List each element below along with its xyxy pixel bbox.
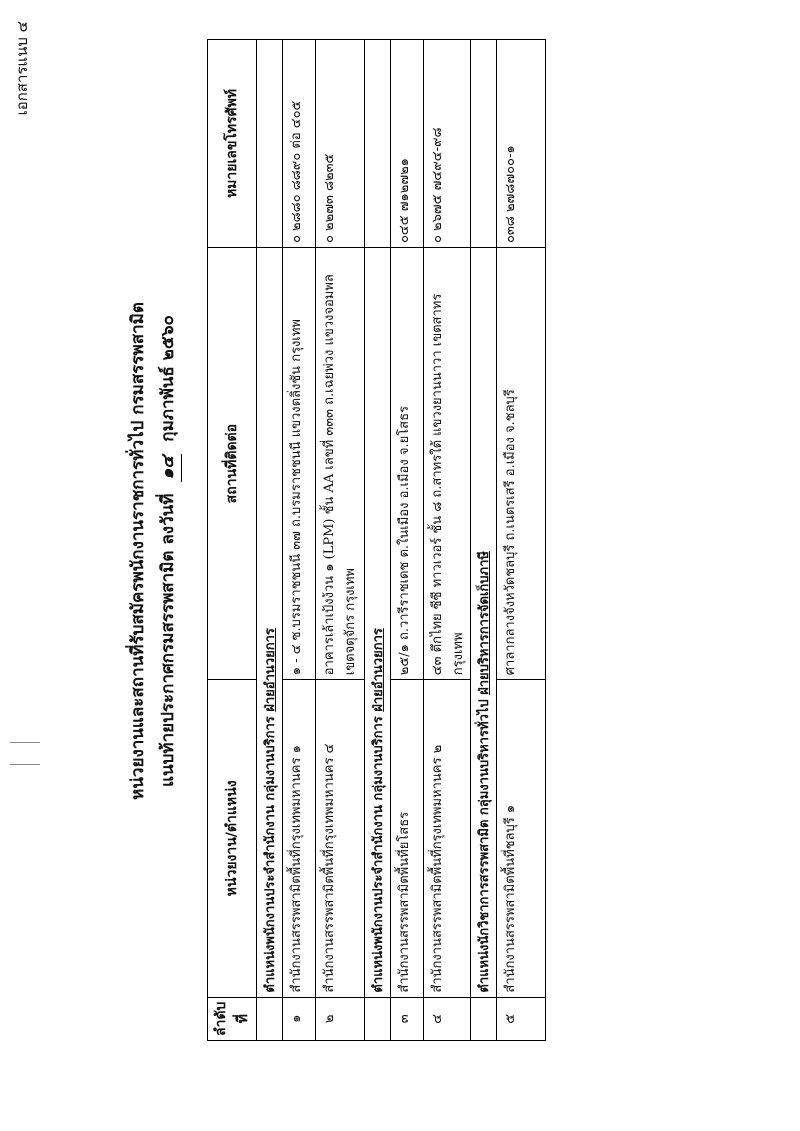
margin-mark — [10, 764, 40, 765]
document-subtitle — [154, 71, 182, 1031]
table-header-row — [208, 40, 257, 1041]
row-phone: ๐ ๒๒๗๓ ๘๒๓๕ — [316, 40, 365, 248]
row-address — [316, 248, 365, 680]
row-unit: สำนักงานสรรพสามิตพื้นที่กรุงเทพมหานคร ๑ — [283, 680, 316, 997]
row-no: ๕ — [497, 997, 546, 1040]
row-phone: ๐ ๒๘๘๐ ๘๘๙๐ ต่อ ๔๐๕ — [283, 40, 316, 248]
section-title-text: ตำแหน่งพนักงานประจำสำนักงาน กลุ่มงานบริการ — [263, 711, 278, 993]
section-no-cell — [257, 997, 283, 1040]
section-heading — [471, 40, 497, 1041]
section-title — [471, 248, 497, 998]
row-phone: ๐๓๘ ๒๗๘๗๐๐-๑ — [497, 40, 546, 248]
section-no-cell — [471, 997, 497, 1040]
section-no-cell — [365, 997, 391, 1040]
row-unit: สำนักงานสรรพสามิตพื้นที่กรุงเทพมหานคร ๔ — [316, 680, 365, 997]
subtitle-prefix: แนบท้ายประกาศกรมสรรพสามิต ลงวันที่ — [158, 493, 178, 787]
row-unit: สำนักงานสรรพสามิตพื้นที่กรุงเทพมหานคร ๒ — [424, 680, 471, 997]
table-row — [283, 40, 316, 1041]
section-title — [365, 248, 391, 998]
section-title-text: ตำแหน่งพนักงานประจำสำนักงาน กลุ่มงานบริการ — [371, 711, 386, 993]
section-title-text: ตำแหน่งนักวิชาการสรรพสามิต กลุ่มงานบริหารทั่วไป — [477, 694, 492, 993]
row-phone: ๐ ๒๖๗๕ ๗๔๙๔-๙๘ — [424, 40, 471, 248]
row-no: ๒ — [316, 997, 365, 1040]
row-phone: ๐๔๕ ๗๑๒๗๒๑ — [391, 40, 424, 248]
row-address-line1: อาคารเล้าเป้งง้วน ๑ (LPM) ชั้น AA เลขที่ ๓๓๓ ถ.เฉยพ่วง แขวงจอมพล — [322, 274, 337, 676]
header-no: ลำดับที่ — [208, 997, 257, 1040]
row-address: ๑ - ๔ ซ.บรมราชชนนี ๓๗ ถ.บรมราชชนนี แขวงตลิ่งชัน กรุงเทพ — [283, 248, 316, 680]
section-title-division: ฝ่ายอำนวยการ — [263, 628, 278, 712]
table-row — [497, 40, 546, 1041]
subtitle-suffix: กุมภาพันธ์ ๒๕๖๐ — [158, 315, 178, 442]
row-address: ศาลากลางจังหวัดชลบุรี ถ.เนตรเสรี อ.เมือง จ.ชลบุรี — [497, 248, 546, 680]
table-row — [424, 40, 471, 1041]
header-address: สถานที่ติดต่อ — [208, 248, 257, 680]
section-title — [257, 248, 283, 998]
handwritten-day: ๑๔ — [154, 454, 182, 482]
row-no: ๓ — [391, 997, 424, 1040]
row-unit: สำนักงานสรรพสามิตพื้นที่ยโสธร — [391, 680, 424, 997]
location-table — [207, 39, 546, 1041]
table-row — [316, 40, 365, 1041]
section-title-division: ฝ่ายบริหารการจัดเก็บภาษี — [477, 551, 492, 695]
row-address-line2: เขตจตุจักร กรุงเทพ — [343, 568, 358, 676]
header-phone: หมายเลขโทรศัพท์ — [208, 40, 257, 248]
row-address: ๔๓ ตึกไทย ซีซี ทาวเวอร์ ชั้น ๘ ถ.สาทรใต้ แขวงยานนาวา เขตสาทร กรุงเทพ — [424, 248, 471, 680]
header-unit: หน่วยงาน/ตำแหน่ง — [208, 680, 257, 997]
section-title-division: ฝ่ายอำนวยการ — [371, 628, 386, 712]
row-no: ๑ — [283, 997, 316, 1040]
table-row — [391, 40, 424, 1041]
section-phone-cell — [365, 40, 391, 248]
row-unit: สำนักงานสรรพสามิตพื้นที่ชลบุรี ๑ — [497, 680, 546, 997]
section-heading — [257, 40, 283, 1041]
section-phone-cell — [257, 40, 283, 248]
section-phone-cell — [471, 40, 497, 248]
document-reference: เอกสารแนบ ๔ — [13, 21, 31, 116]
row-no: ๔ — [424, 997, 471, 1040]
margin-mark — [10, 742, 40, 743]
section-heading — [365, 40, 391, 1041]
document-title: หน่วยงานและสถานที่รับสมัครพนักงานราชการทั่วไป กรมสรรพสามิต — [128, 302, 148, 800]
row-address: ๒๕/๑ ถ.วารีราชเดช ต.ในเมือง อ.เมือง จ.ยโสธร — [391, 248, 424, 680]
